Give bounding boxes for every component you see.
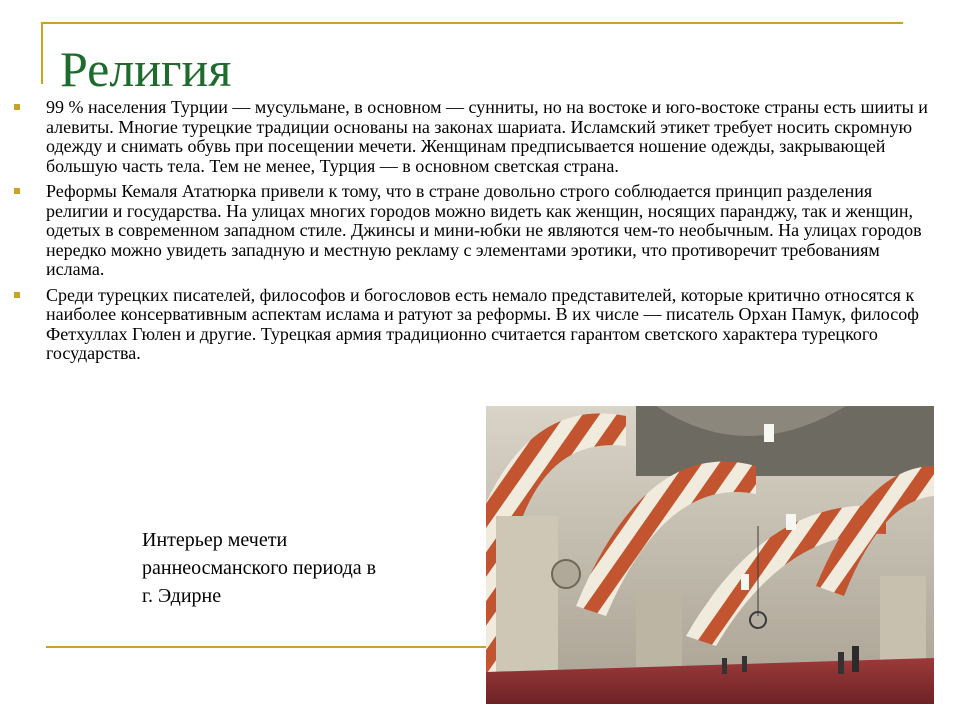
left-decorative-line [41,22,43,84]
bullet-text: 99 % населения Турции — мусульмане, в основном — сунниты, но на востоке и юго-востоке страны есть шииты и алевиты. Многие турецкие традиции основаны на законах шариата. Исламский этикет требует носить скромную одежду и снимать обувь при посещении мечети. Женщинам предписывается ношение одежды, закрывающей большую часть тела. Тем не менее, Турция — в основном светская страна. [46,97,928,176]
bullet-item [14,182,934,280]
bullet-square-icon [14,188,20,194]
bottom-decorative-line [46,646,486,648]
bullet-item [14,286,934,364]
caption-line: г. Эдирне [142,585,222,607]
mosque-interior-photo [486,406,934,704]
caption-line: раннеосманского периода в [142,557,377,579]
bullet-square-icon [14,104,20,110]
bullet-item [14,98,934,176]
bullet-list [14,98,934,370]
slide-title: Религия [60,41,232,97]
photo-caption [142,526,442,610]
bullet-text: Среди турецких писателей, философов и богословов есть немало представителей, которые критично относятся к наиболее консервативным аспектам ислама и ратуют за реформы. В их числе — писатель Орхан Памук, философ Фетхуллах Гюлен и другие. Турецкая армия традиционно считается гарантом светского характера турецкого государства. [46,284,919,363]
top-decorative-line [41,22,903,24]
bullet-square-icon [14,292,20,298]
bullet-text: Реформы Кемаля Ататюрка привели к тому, что в стране довольно строго соблюдается принцип разделения религии и государства. На улицах многих городов можно видеть как женщин, носящих паранджу, так и женщин, одетых в современном западном стиле. Джинсы и мини-юбки не являются чем-то необычным. На улицах городов нередко можно увидеть западную и местную рекламу с элементами эротики, что противоречит требованиям ислама. [46,181,922,279]
caption-line: Интерьер мечети [142,529,288,551]
